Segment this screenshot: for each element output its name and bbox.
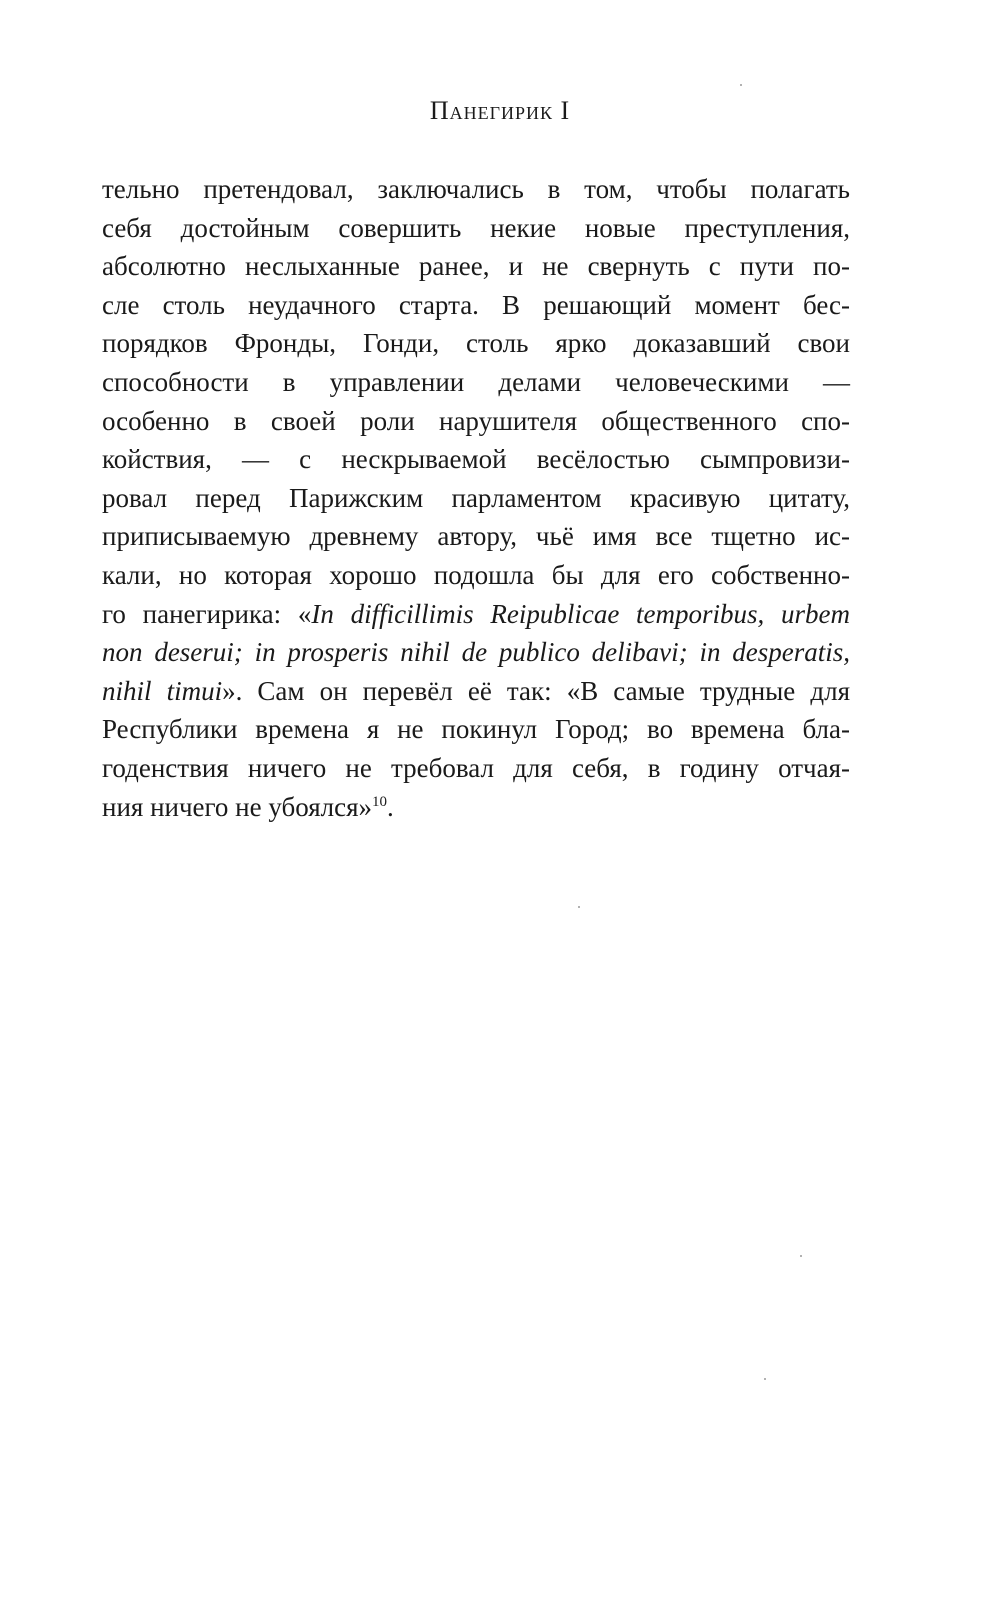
text-line (102, 633, 850, 672)
text-line: тельно претендовал, заключались в том, чтобы полагать (102, 174, 850, 204)
text-line: себя достойным совершить некие новые преступления, (102, 212, 850, 243)
scan-speck (764, 1378, 766, 1380)
text-line (102, 672, 850, 711)
text-line: сле столь неудачного старта. В решающий момент бес- (102, 289, 850, 320)
text-line: абсолютно неслыханные ранее, и не свернуть с пути по- (102, 251, 850, 282)
text-line (102, 788, 850, 827)
latin-quote: non deserui; in prosperis nihil de publico delibavi; in desperatis, (102, 637, 850, 668)
scan-speck (740, 84, 742, 86)
scan-speck (578, 906, 580, 908)
latin-quote: nihil timui (102, 675, 223, 706)
scan-speck (800, 1255, 802, 1257)
text-line: способности в управлении делами человеческими — (102, 366, 850, 397)
translation-lead-in: ». Сам он перевёл её так: «В самые трудные для (222, 675, 850, 706)
text-line: порядков Фронды, Гонди, столь ярко доказавший свои (102, 328, 850, 359)
text-line: Республики времена я не покинул Город; во времена бла- (102, 714, 850, 745)
text-line: годенствия ничего не требовал для себя, в годину отчая- (102, 752, 850, 783)
text-line: койствия, — с нескрываемой весёлостью сымпровизи- (102, 444, 850, 475)
quote-lead-in: го панегирика: « (102, 598, 312, 629)
text-line: ровал перед Парижским парламентом красивую цитату, (102, 482, 850, 513)
text-line (102, 595, 850, 634)
text-line: особенно в своей роли нарушителя общественного спо- (102, 405, 850, 436)
text-line: приписываемую древнему автору, чьё имя все тщетно ис- (102, 521, 850, 552)
body-text (102, 170, 850, 826)
running-title: Панегирик I (429, 96, 571, 125)
footnote-reference: 10 (372, 793, 388, 810)
closing-period: . (387, 791, 394, 822)
closing-text: ния ничего не убоялся» (102, 791, 373, 822)
text-line: кали, но которая хорошо подошла бы для его собственно- (102, 559, 850, 590)
latin-quote: In difficillimis Reipublicae temporibus, urbem (311, 598, 851, 629)
